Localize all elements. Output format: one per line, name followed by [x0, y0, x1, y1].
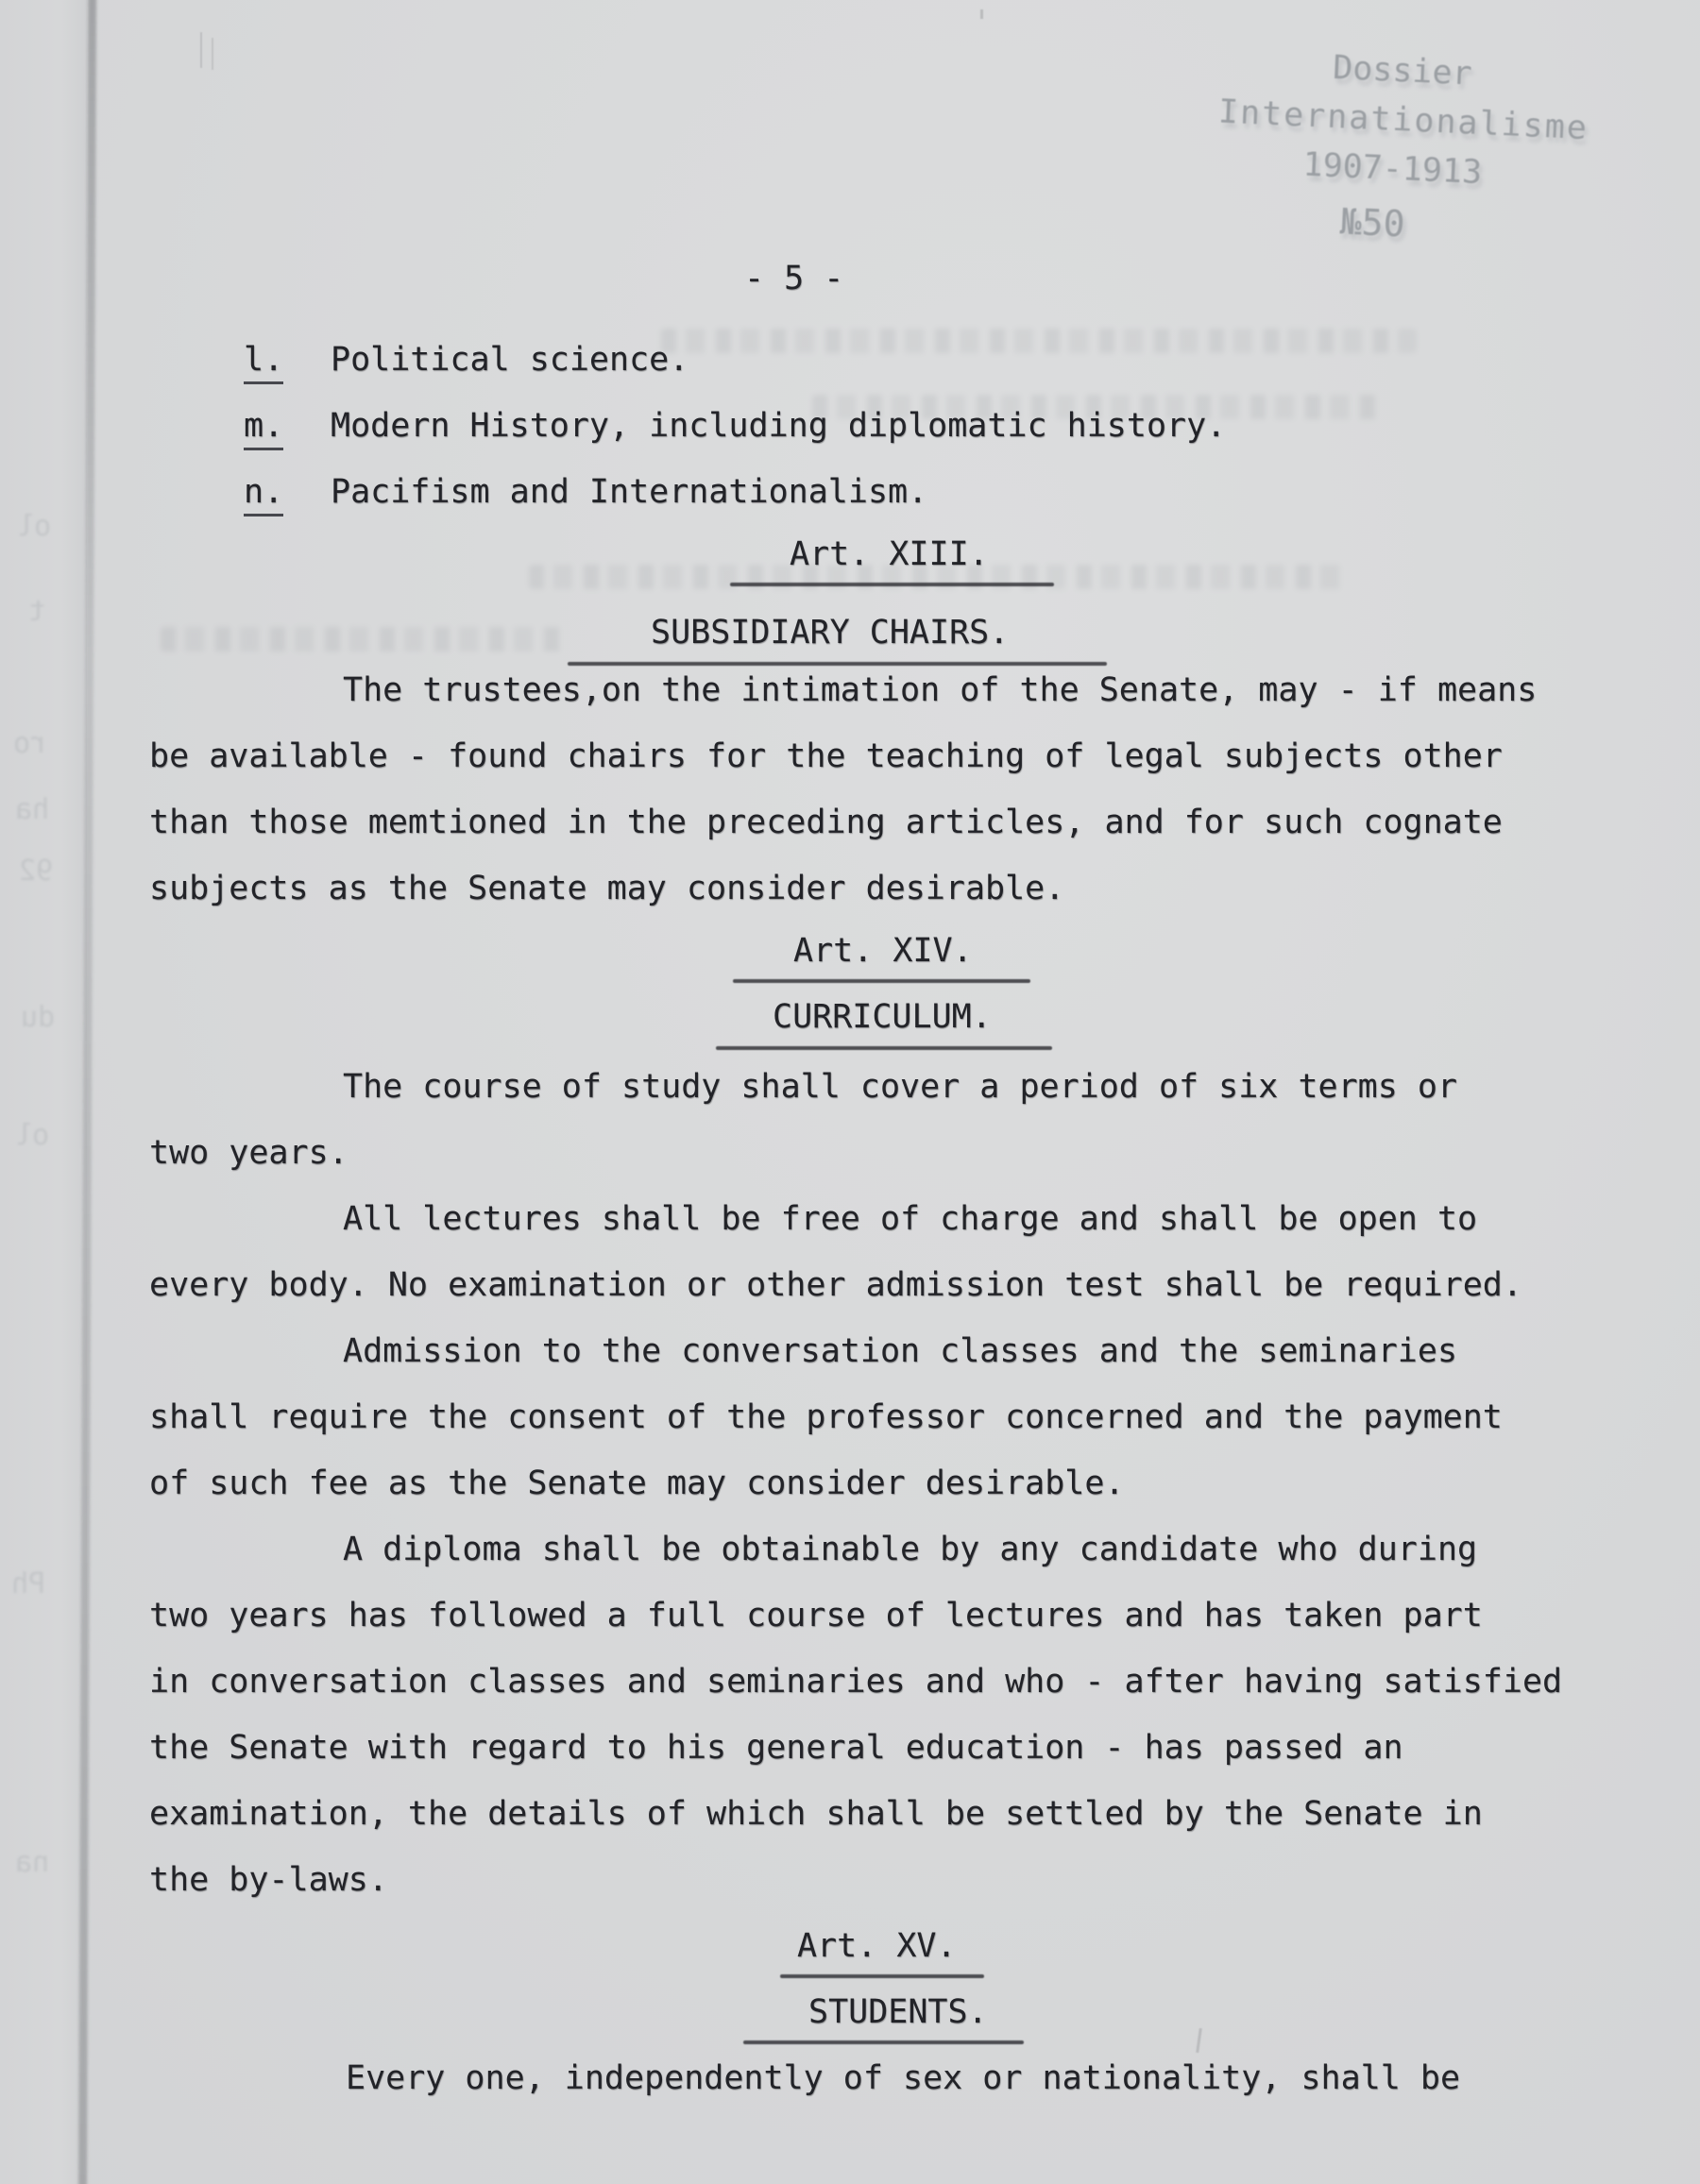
heading-underline — [730, 583, 1054, 586]
heading-subsidiary-chairs: SUBSIDIARY CHAIRS. — [651, 614, 1010, 652]
stray-mark — [212, 38, 213, 70]
bleed-fragment: ha — [15, 793, 50, 826]
archive-stamp — [1204, 36, 1629, 281]
heading-art-xiv: Art. XIV. — [793, 932, 973, 970]
heading-underline — [568, 662, 1107, 666]
heading-underline — [743, 2040, 1024, 2044]
paragraph-line: The trustees,on the intimation of the Senate, may - if means — [343, 671, 1538, 709]
stamp-line-years: 1907-1913 — [1301, 145, 1483, 193]
stamp-line-dossier: Dossier — [1332, 48, 1473, 93]
stray-mark — [200, 32, 202, 68]
paragraph-line: in conversation classes and seminaries and who - after having satisfied — [149, 1663, 1563, 1701]
paragraph-line: Admission to the conversation classes and the seminaries — [343, 1332, 1458, 1370]
page-number: - 5 - — [744, 260, 844, 297]
list-item-letter: l. — [244, 339, 283, 384]
paragraph-line: The course of study shall cover a period of six terms or — [343, 1068, 1458, 1106]
paragraph-line: the by-laws. — [149, 1861, 388, 1899]
stamp-line-internationalisme: Internationalisme — [1217, 93, 1590, 148]
list-item-letter: n. — [244, 471, 283, 516]
bleed-fragment: du — [21, 1001, 56, 1034]
paragraph-line: the Senate with regard to his general education - has passed an — [149, 1729, 1403, 1767]
list-item-text: Pacifism and Internationalism. — [331, 473, 928, 511]
paragraph-line: A diploma shall be obtainable by any candidate who during — [343, 1531, 1478, 1568]
bleed-fragment: 92 — [19, 855, 54, 888]
paragraph-line: examination, the details of which shall be settled by the Senate in — [149, 1795, 1483, 1833]
paragraph-line: every body. No examination or other admission test shall be required. — [149, 1266, 1522, 1304]
list-item-text: Political science. — [331, 341, 689, 379]
bleed-through-line — [661, 329, 1417, 353]
paragraph-line: than those memtioned in the preceding articles, and for such cognate — [149, 804, 1503, 841]
bleed-fragment: Ph — [11, 1567, 46, 1600]
heading-art-xv: Art. XV. — [797, 1927, 957, 1965]
bleed-fragment: t — [28, 595, 46, 628]
heading-underline — [780, 1974, 984, 1978]
paragraph-line: two years has followed a full course of lectures and has taken part — [149, 1597, 1483, 1634]
bleed-fragment: ro — [13, 727, 48, 760]
paragraph-line: be available - found chairs for the teaching of legal subjects other — [149, 737, 1503, 775]
paragraph-line: two years. — [149, 1134, 348, 1172]
stamp-line-number: №50 — [1338, 200, 1406, 245]
list-item-letter: m. — [244, 405, 283, 450]
heading-art-xiii: Art. XIII. — [790, 535, 989, 573]
stray-mark — [1196, 2028, 1202, 2053]
paragraph-line: Every one, independently of sex or nationality, shall be — [346, 2059, 1461, 2097]
heading-underline — [716, 1046, 1052, 1050]
list-item-text: Modern History, including diplomatic history. — [331, 407, 1227, 445]
heading-curriculum: CURRICULUM. — [773, 998, 992, 1036]
heading-underline — [733, 979, 1030, 983]
stray-mark — [980, 9, 983, 19]
bleed-fragment: ol — [17, 510, 52, 543]
bleed-fragment: ol — [15, 1119, 50, 1152]
paragraph-line: shall require the consent of the professor concerned and the payment — [149, 1398, 1503, 1436]
heading-students: STUDENTS. — [808, 1993, 988, 2031]
paragraph-line: All lectures shall be free of charge and shall be open to — [343, 1200, 1478, 1238]
paragraph-line: subjects as the Senate may consider desirable. — [149, 870, 1065, 907]
paragraph-line: of such fee as the Senate may consider desirable. — [149, 1464, 1125, 1502]
bleed-fragment: na — [15, 1846, 50, 1879]
bleed-through-line — [161, 627, 567, 652]
